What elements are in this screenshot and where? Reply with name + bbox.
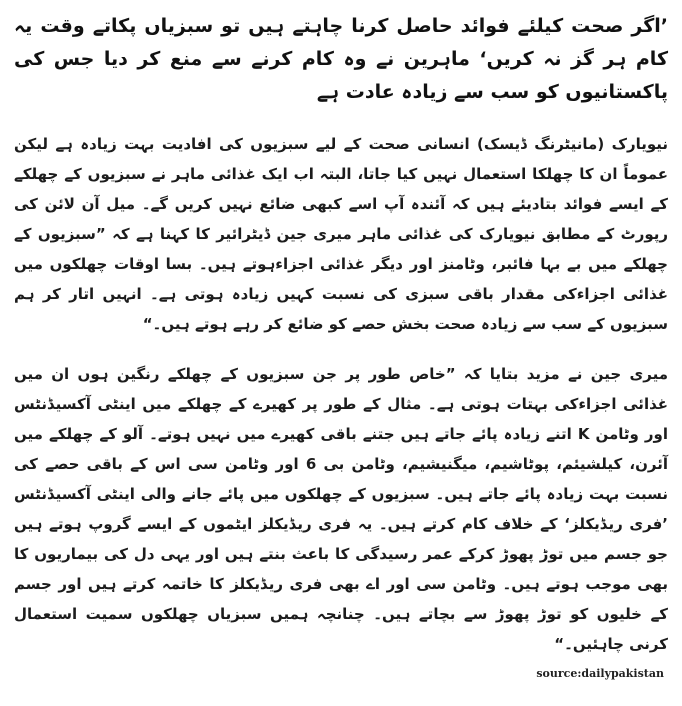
source-credit: source:dailypakistan [536, 667, 664, 680]
article-headline: ’اگر صحت کیلئے فوائد حاصل کرنا چاہتے ہیں تو سبزیاں پکاتے وقت یہ کام ہر گز نہ کریں‘ ماہرین نے وہ کام کرنے سے منع کر دیا جس کی پاکستانیوں کو سب سے زیادہ عادت ہے [14, 15, 668, 103]
article-paragraph-2: میری جین نے مزید بتایا کہ ”خاص طور پر جن سبزیوں کے چھلکے رنگین ہوں ان میں غذائی اجزاءکی بہتات ہوتی ہے۔ مثال کے طور پر کھیرے کے چھلکے میں اینٹی آکسیڈنٹس اور وٹامن K اتنے زیادہ پائے جاتے ہیں جتنے باقی کھیرے میں نہیں ہوتے۔ آلو کے چھلکے میں آئرن، کیلشیئم، پوٹاشیم، میگنیشیم، وٹامن بی 6 اور وٹامن سی اس کے باقی حصے کی نسبت بہت زیادہ پائے جاتے ہیں۔ سبزیوں کے چھلکوں میں پائے جانے والی اینٹی آکسیڈنٹس ’فری ریڈیکلز‘ کے خلاف کام کرتے ہیں۔ یہ فری ریڈیکلز ایٹموں کے ایسے گروپ ہوتے ہیں جو جسم میں توڑ پھوڑ کرکے عمر رسیدگی کا باعث بنتے ہیں اور یہی دل کی بیماریوں کا بھی موجب ہوتے ہیں۔ وٹامن سی اور اے بھی فری ریڈیکلز کا خاتمہ کرتے ہیں اور جسم کے خلیوں کو توڑ پھوڑ سے بچاتے ہیں۔ چنانچہ ہمیں سبزیاں چھلکوں سمیت استعمال کرنی چاہئیں۔“ [14, 365, 668, 653]
article-paragraph-1: نیویارک (مانیٹرنگ ڈیسک) انسانی صحت کے لیے سبزیوں کی افادیت بہت زیادہ ہے لیکن عموماً ان کا چھلکا استعمال نہیں کیا جاتا، البتہ اب ایک غذائی ماہر نے سبزیوں کے چھلکے کے ایسے فوائد بتادیئے ہیں کہ آئندہ آپ اسے کبھی ضائع نہیں کریں گے۔ میل آن لائن کی رپورٹ کے مطابق نیویارک کی غذائی ماہر میری جین ڈیٹرائیر کا کہنا ہے کہ ”سبزیوں کے چھلکے میں بے بہا فائبر، وٹامنز اور دیگر غذائی اجزاءہوتے ہیں۔ بسا اوقات چھلکوں میں غذائی اجزاءکی مقدار باقی سبزی کی نسبت کہیں زیادہ ہوتی ہے۔ انہیں اتار کر ہم سبزیوں کے سب سے زیادہ صحت بخش حصے کو ضائع کر رہے ہوتے ہیں۔“ [14, 135, 668, 333]
article-body [14, 10, 668, 679]
